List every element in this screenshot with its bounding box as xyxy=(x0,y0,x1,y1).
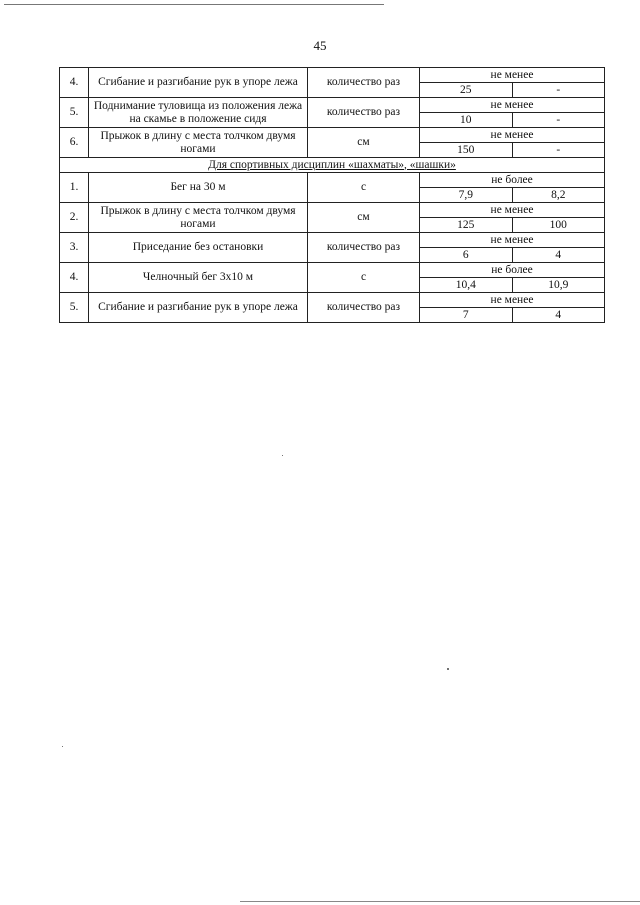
table-row xyxy=(60,173,605,188)
criterion-label: не менее xyxy=(420,203,605,218)
norm-value-girls: - xyxy=(512,143,605,158)
norm-value-boys: 25 xyxy=(420,83,513,98)
unit-of-measure: см xyxy=(308,203,420,233)
norm-value-boys: 150 xyxy=(420,143,513,158)
section-title: Для спортивных дисциплин «шахматы», «шашки» xyxy=(60,158,605,173)
table-row xyxy=(60,98,605,113)
norms-table xyxy=(59,67,605,323)
norm-value-boys: 10,4 xyxy=(420,278,513,293)
table-row xyxy=(60,233,605,248)
table-row xyxy=(60,68,605,83)
norm-value-boys: 125 xyxy=(420,218,513,233)
norm-value-girls: 10,9 xyxy=(512,278,605,293)
row-number: 5. xyxy=(60,98,89,128)
unit-of-measure: количество раз xyxy=(308,233,420,263)
norm-value-girls: - xyxy=(512,113,605,128)
unit-of-measure: с xyxy=(308,173,420,203)
row-number: 6. xyxy=(60,128,89,158)
row-number: 4. xyxy=(60,263,89,293)
exercise-name: Поднимание туловища из положения лежа на скамье в положение сидя xyxy=(89,98,308,128)
norm-value-girls: 100 xyxy=(512,218,605,233)
unit-of-measure: количество раз xyxy=(308,68,420,98)
exercise-name: Приседание без остановки xyxy=(89,233,308,263)
scan-speck xyxy=(447,668,449,670)
unit-of-measure: с xyxy=(308,263,420,293)
table-row xyxy=(60,128,605,143)
row-number: 1. xyxy=(60,173,89,203)
norm-value-boys: 7,9 xyxy=(420,188,513,203)
norm-value-girls: - xyxy=(512,83,605,98)
unit-of-measure: количество раз xyxy=(308,293,420,323)
page-number: 45 xyxy=(313,38,327,53)
table-row xyxy=(60,263,605,278)
table-row xyxy=(60,203,605,218)
criterion-label: не менее xyxy=(420,68,605,83)
unit-of-measure: см xyxy=(308,128,420,158)
unit-of-measure: количество раз xyxy=(308,98,420,128)
norm-value-boys: 6 xyxy=(420,248,513,263)
norm-value-girls: 4 xyxy=(512,308,605,323)
norm-value-girls: 4 xyxy=(512,248,605,263)
norm-value-boys: 7 xyxy=(420,308,513,323)
exercise-name: Сгибание и разгибание рук в упоре лежа xyxy=(89,68,308,98)
row-number: 5. xyxy=(60,293,89,323)
scan-speck xyxy=(62,746,63,747)
row-number: 4. xyxy=(60,68,89,98)
scan-speck xyxy=(282,455,283,456)
exercise-name: Прыжок в длину с места толчком двумя ногами xyxy=(89,203,308,233)
exercise-name: Прыжок в длину с места толчком двумя ногами xyxy=(89,128,308,158)
section-row xyxy=(60,158,605,173)
top-scan-rule xyxy=(4,4,384,5)
criterion-label: не менее xyxy=(420,98,605,113)
norm-value-girls: 8,2 xyxy=(512,188,605,203)
bottom-scan-rule xyxy=(240,901,640,902)
criterion-label: не более xyxy=(420,263,605,278)
criterion-label: не менее xyxy=(420,128,605,143)
norm-value-boys: 10 xyxy=(420,113,513,128)
criterion-label: не менее xyxy=(420,293,605,308)
exercise-name: Сгибание и разгибание рук в упоре лежа xyxy=(89,293,308,323)
exercise-name: Челночный бег 3x10 м xyxy=(89,263,308,293)
table-row xyxy=(60,293,605,308)
row-number: 3. xyxy=(60,233,89,263)
row-number: 2. xyxy=(60,203,89,233)
criterion-label: не менее xyxy=(420,233,605,248)
exercise-name: Бег на 30 м xyxy=(89,173,308,203)
criterion-label: не более xyxy=(420,173,605,188)
